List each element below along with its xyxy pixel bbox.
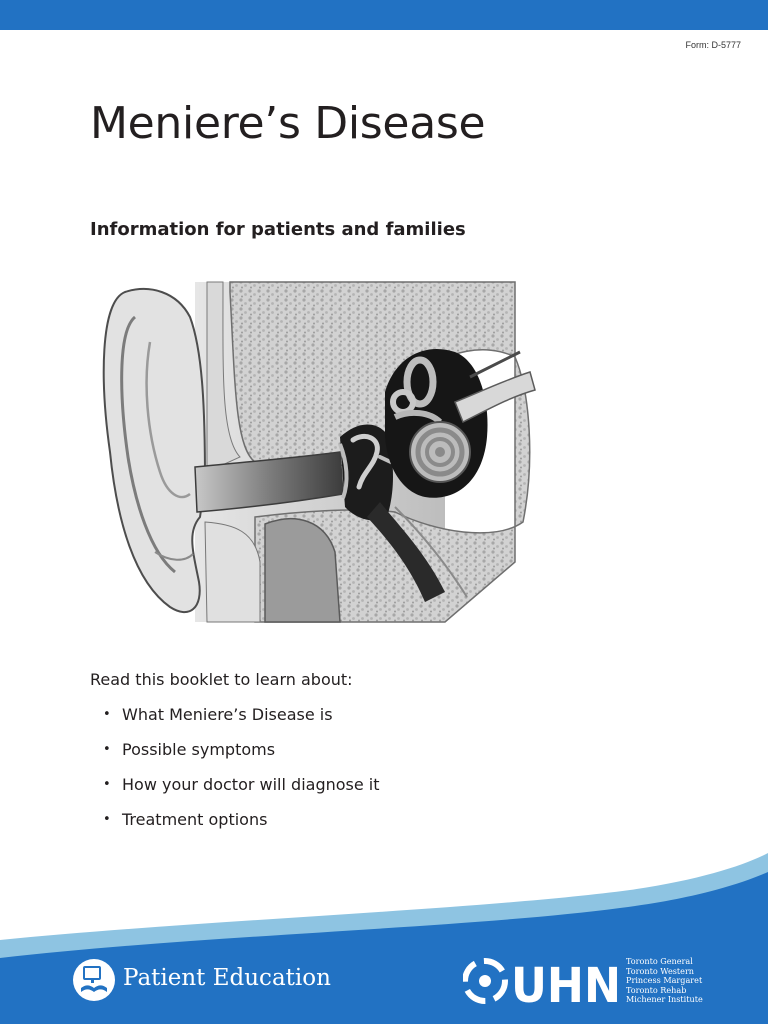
form-code: Form: D-5777 [685,40,741,50]
list-item: • What Meniere’s Disease is [103,705,333,724]
uhn-logo [463,955,623,1007]
site-name: Princess Margaret [626,975,703,986]
patient-education-icon [72,958,116,1002]
bullet-point: • [103,742,111,757]
bullet-point: • [103,707,111,722]
uhn-logo-text: UHN [511,958,621,1007]
intro-text: Read this booklet to learn about: [90,670,353,689]
bullet-point: • [103,812,111,827]
site-name: Toronto Western [626,965,695,976]
list-item: • How your doctor will diagnose it [103,775,380,794]
bullet-point: • [103,777,111,792]
site-name: Toronto Rehab [626,984,687,995]
list-item: • Treatment options [103,810,268,829]
patient-education-label: Patient Education [123,965,331,991]
site-name: Michener Institute [626,994,703,1005]
page-subtitle: Information for patients and families [90,219,466,240]
uhn-logo-icon [465,961,505,1001]
top-color-bar [0,0,768,30]
list-item: • Possible symptoms [103,740,276,759]
page-title: Meniere’s Disease [90,98,486,149]
site-name: Toronto General [626,956,693,966]
topic-list [103,705,380,845]
hospital-sites-list [626,957,703,1005]
ear-anatomy-illustration [95,262,540,634]
